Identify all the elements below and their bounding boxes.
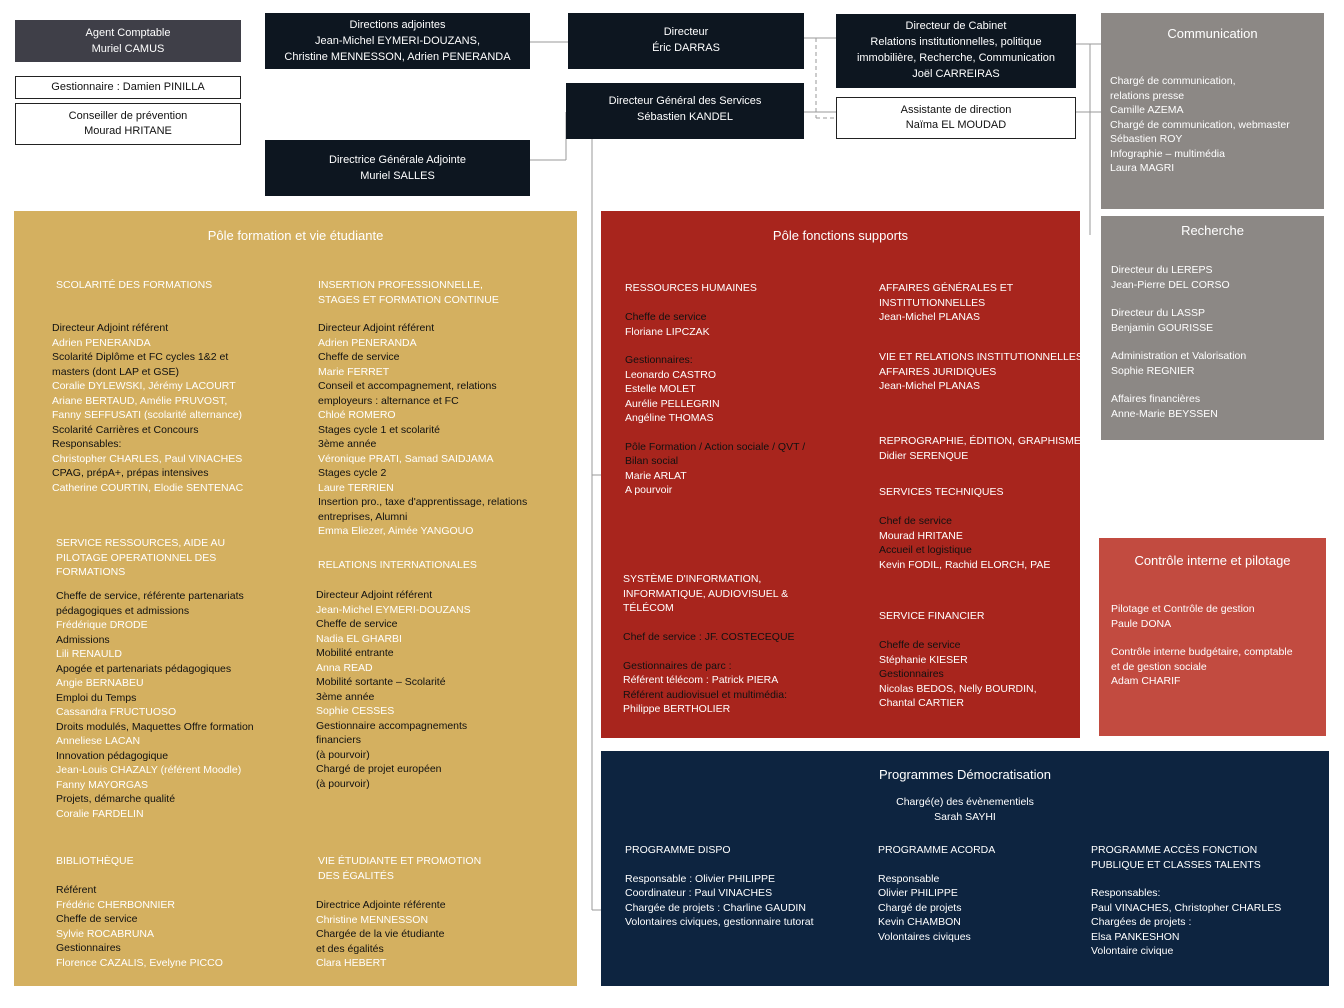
controle-title: Contrôle interne et pilotage xyxy=(1134,553,1291,568)
cabinet-line2: immobilière, Recherche, Communication xyxy=(856,52,1056,64)
acorda-spacer xyxy=(878,858,995,872)
ins-line: Marie FERRET xyxy=(318,365,390,378)
pole-supports-panel xyxy=(601,211,1086,738)
acces-line: Elsa PANKESHON xyxy=(1091,930,1180,943)
si-spacer xyxy=(623,645,795,659)
bib-line: Florence CAZALIS, Evelyne PICCO xyxy=(56,956,223,969)
dispo-spacer xyxy=(625,858,814,872)
acces-heading: PROGRAMME ACCÈS FONCTION xyxy=(1091,844,1258,856)
res-line: Droits modulés, Maquettes Offre formation xyxy=(56,720,254,733)
recherche-list xyxy=(1111,263,1246,421)
scol-line: Responsables: xyxy=(52,438,122,450)
scolarite-heading: SCOLARITÉ DES FORMATIONS xyxy=(56,279,213,291)
recherche-title: Recherche xyxy=(1181,223,1244,238)
acorda-section xyxy=(878,843,995,944)
ressources-heading: SERVICE RESSOURCES, AIDE AU xyxy=(56,537,226,549)
ri-line: Anna READ xyxy=(316,661,373,674)
fin-line: Chantal CARTIER xyxy=(879,697,965,709)
ri-list xyxy=(316,588,471,791)
insertion-section xyxy=(318,278,499,307)
rh-line: Cheffe de service xyxy=(625,311,707,323)
ri-line: 3ème année xyxy=(316,690,375,703)
si-section xyxy=(623,572,788,616)
programmes-title: Programmes Démocratisation xyxy=(879,767,1051,782)
rech-line: Benjamin GOURISSE xyxy=(1111,321,1214,334)
ri-line: Nadia EL GHARBI xyxy=(316,632,402,645)
rech-line: Sophie REGNIER xyxy=(1111,364,1195,377)
ins-line: employeurs : alternance et FC xyxy=(318,394,459,407)
res-line: Admissions xyxy=(56,633,110,646)
res-line: Frédérique DRODE xyxy=(56,619,148,631)
rech-line: Anne-Marie BEYSSEN xyxy=(1111,407,1218,420)
ri-heading: RELATIONS INTERNATIONALES xyxy=(318,559,477,571)
cabinet-line1: Relations institutionnelles, politique xyxy=(870,36,1042,48)
pole-formation-title: Pôle formation et vie étudiante xyxy=(207,228,384,243)
assistante-name: Naïma EL MOUDAD xyxy=(905,119,1007,131)
da-line1: Jean-Michel EYMERI-DOUZANS, xyxy=(314,35,481,47)
tech-line: Accueil et logistique xyxy=(879,544,972,556)
dispo-line: Chargée de projets : Charline GAUDIN xyxy=(625,901,806,914)
conseiller-box xyxy=(15,103,241,145)
rech-spacer xyxy=(1111,292,1246,306)
conseiller-title: Conseiller de prévention xyxy=(68,110,188,122)
repro-line: Didier SERENQUE xyxy=(879,449,969,462)
assistante-title: Assistante de direction xyxy=(900,104,1012,116)
scol-line: Catherine COURTIN, Elodie SENTENAC xyxy=(52,481,244,494)
dga-box xyxy=(265,140,530,196)
dispo-line: Volontaires civiques, gestionnaire tutorat xyxy=(625,916,814,928)
dga-title: Directrice Générale Adjointe xyxy=(329,154,466,166)
bib-line: Sylvie ROCABRUNA xyxy=(56,927,155,940)
rh-line: Gestionnaires: xyxy=(625,354,693,366)
si-line: Référent télécom : Patrick PIERA xyxy=(623,674,779,686)
res-line: Projets, démarche qualité xyxy=(56,793,176,805)
acorda-line: Olivier PHILIPPE xyxy=(878,887,958,899)
rh-heading: RESSOURCES HUMAINES xyxy=(625,282,757,294)
ctrl-line: Paule DONA xyxy=(1111,617,1172,630)
comm-line: Chargé de communication, webmaster xyxy=(1110,118,1290,131)
prog-sub-line: Chargé(e) des évènementiels xyxy=(896,796,1034,808)
dgs-title: Directeur Général des Services xyxy=(608,95,762,107)
vie-line: Christine MENNESSON xyxy=(316,913,429,926)
tech-heading: SERVICES TECHNIQUES xyxy=(879,486,1004,498)
dispo-heading: PROGRAMME DISPO xyxy=(625,844,731,856)
acorda-line: Chargé de projets xyxy=(878,901,962,914)
acces-line: Chargées de projets : xyxy=(1091,916,1192,928)
ressources-heading: FORMATIONS xyxy=(56,566,126,578)
directions-adjointes-box xyxy=(265,13,530,69)
scol-line: Directeur Adjoint référent xyxy=(52,322,169,334)
insertion-list xyxy=(318,321,527,539)
vie-section xyxy=(318,854,481,883)
ri-line: Gestionnaire accompagnements xyxy=(316,719,468,732)
tech-list xyxy=(879,514,1050,572)
rh-spacer xyxy=(625,426,805,440)
res-line: Anneliese LACAN xyxy=(56,735,141,747)
scol-line: Scolarité Diplôme et FC cycles 1&2 et xyxy=(52,351,229,363)
ri-line: Chargé de projet européen xyxy=(316,763,442,775)
ins-line: Adrien PENERANDA xyxy=(318,336,417,349)
rh-line: Pôle Formation / Action sociale / QVT / xyxy=(625,440,806,453)
ins-line: Chloé ROMERO xyxy=(318,409,396,421)
pole-formation-panel xyxy=(14,211,577,986)
repro-section xyxy=(879,434,1081,463)
rech-line: Administration et Valorisation xyxy=(1111,350,1247,362)
fin-line: Nicolas BEDOS, Nelly BOURDIN, xyxy=(879,682,1037,695)
vie-heading: DES ÉGALITÉS xyxy=(318,869,394,882)
res-line: Fanny MAYORGAS xyxy=(56,778,148,791)
ressources-list xyxy=(56,589,254,821)
dgs-name: Sébastien KANDEL xyxy=(637,111,733,123)
tech-section xyxy=(879,485,1003,500)
ctrl-spacer xyxy=(1111,631,1293,645)
rech-line: Affaires financières xyxy=(1111,393,1201,405)
scol-line: Ariane BERTAUD, Amélie PRUVOST, xyxy=(52,394,228,407)
rh-section xyxy=(625,281,757,296)
ri-line: (à pourvoir) xyxy=(316,777,370,790)
vie-list xyxy=(316,898,446,971)
ri-section xyxy=(318,558,477,573)
ins-line: Stages cycle 1 et scolarité xyxy=(318,423,440,436)
gestionnaire-text: Gestionnaire : Damien PINILLA xyxy=(51,81,205,93)
ag-heading: INSTITUTIONNELLES xyxy=(879,296,986,309)
bib-line: Frédéric CHERBONNIER xyxy=(56,898,176,911)
ag-section xyxy=(879,281,1013,325)
ins-line: Cheffe de service xyxy=(318,351,400,363)
si-list xyxy=(623,630,795,717)
vri-line: Jean-Michel PLANAS xyxy=(879,380,980,392)
ri-line: Mobilité entrante xyxy=(316,647,394,659)
rech-spacer xyxy=(1111,335,1246,349)
ri-line: Mobilité sortante – Scolarité xyxy=(316,676,446,688)
ins-line: Insertion pro., taxe d'apprentissage, relations xyxy=(318,496,528,508)
scol-line: Christopher CHARLES, Paul VINACHES xyxy=(52,452,243,465)
directeur-box xyxy=(568,13,804,69)
ins-line: Véronique PRATI, Samad SAIDJAMA xyxy=(318,452,494,465)
acorda-line: Volontaires civiques xyxy=(878,930,971,943)
bibliotheque-list xyxy=(56,883,223,970)
gestionnaire-box xyxy=(15,76,241,99)
agent-name: Muriel CAMUS xyxy=(91,43,165,55)
cabinet-title: Directeur de Cabinet xyxy=(905,20,1007,32)
tech-line: Chef de service xyxy=(879,515,952,527)
bib-line: Cheffe de service xyxy=(56,913,138,925)
comm-line: Chargé de communication, xyxy=(1110,75,1236,87)
vri-section xyxy=(879,350,1086,394)
prog-sub-line: Sarah SAYHI xyxy=(934,810,996,823)
rh-line: Estelle MOLET xyxy=(625,383,696,395)
ctrl-line: Adam CHARIF xyxy=(1111,675,1181,687)
res-line: pédagogiques et admissions xyxy=(56,604,190,617)
dispo-section xyxy=(625,843,814,930)
si-line: Chef de service : JF. COSTECEQUE xyxy=(623,631,795,643)
ri-line: Sophie CESSES xyxy=(316,705,395,717)
controle-list xyxy=(1111,602,1293,689)
vie-heading: VIE ÉTUDIANTE ET PROMOTION xyxy=(318,855,482,867)
rh-line: Aurélie PELLEGRIN xyxy=(625,397,720,410)
cabinet-name: Joël CARREIRAS xyxy=(912,68,1000,80)
ctrl-line: et de gestion sociale xyxy=(1111,660,1207,673)
directeur-title: Directeur xyxy=(663,26,709,38)
ri-line: Cheffe de service xyxy=(316,618,398,630)
ressources-heading: PILOTAGE OPERATIONNEL DES xyxy=(56,551,217,564)
comm-line: Camille AZEMA xyxy=(1110,104,1184,116)
fin-list xyxy=(879,638,1037,711)
ctrl-line: Contrôle interne budgétaire, comptable xyxy=(1111,646,1293,658)
rech-spacer xyxy=(1111,378,1246,392)
agent-comptable-box xyxy=(15,20,241,62)
ins-line: Laure TERRIEN xyxy=(318,481,394,494)
res-line: Apogée et partenariats pédagogiques xyxy=(56,662,232,675)
dga-name: Muriel SALLES xyxy=(360,170,435,182)
res-line: Innovation pédagogique xyxy=(56,749,169,762)
acorda-line: Kevin CHAMBON xyxy=(878,916,961,928)
acces-section xyxy=(1091,843,1281,959)
res-line: Cassandra FRUCTUOSO xyxy=(56,706,177,718)
si-line: Gestionnaires de parc : xyxy=(623,659,732,672)
vie-line: et des égalités xyxy=(316,942,384,955)
rh-spacer xyxy=(625,339,805,353)
ag-heading: AFFAIRES GÉNÉRALES ET xyxy=(879,282,1014,294)
scol-line: Scolarité Carrières et Concours xyxy=(52,423,199,436)
vie-line: Directrice Adjointe référente xyxy=(316,899,446,911)
si-line: Philippe BERTHOLIER xyxy=(623,703,731,715)
comm-line: Sébastien ROY xyxy=(1110,133,1183,145)
ins-line: Directeur Adjoint référent xyxy=(318,322,435,334)
bib-line: Référent xyxy=(56,884,97,896)
da-line2: Christine MENNESSON, Adrien PENERANDA xyxy=(284,51,511,63)
tech-line: Mourad HRITANE xyxy=(879,529,963,542)
comm-line: Laura MAGRI xyxy=(1110,162,1175,174)
rech-line: Jean-Pierre DEL CORSO xyxy=(1111,278,1230,291)
controle-panel xyxy=(1099,538,1326,736)
acces-heading: PUBLIQUE ET CLASSES TALENTS xyxy=(1091,858,1261,871)
ctrl-line: Pilotage et Contrôle de gestion xyxy=(1111,603,1255,615)
ag-line: Jean-Michel PLANAS xyxy=(879,311,980,323)
conseiller-name: Mourad HRITANE xyxy=(84,125,172,137)
scol-line: Coralie DYLEWSKI, Jérémy LACOURT xyxy=(52,380,236,392)
agent-title: Agent Comptable xyxy=(85,27,171,39)
ri-line: Directeur Adjoint référent xyxy=(316,589,433,601)
ressources-section xyxy=(56,536,225,580)
ins-line: Stages cycle 2 xyxy=(318,467,387,479)
si-heading: TÉLÉCOM xyxy=(623,602,674,614)
fin-line: Stéphanie KIESER xyxy=(879,653,968,666)
acorda-heading: PROGRAMME ACORDA xyxy=(878,844,996,856)
acces-line: Volontaire civique xyxy=(1091,945,1174,957)
res-line: Jean-Louis CHAZALY (référent Moodle) xyxy=(56,764,242,776)
acces-line: Paul VINACHES, Christopher CHARLES xyxy=(1091,901,1282,914)
ri-line: Jean-Michel EYMERI-DOUZANS xyxy=(316,603,471,616)
programmes-sub xyxy=(601,795,1329,824)
rh-line: A pourvoir xyxy=(625,484,673,496)
vri-heading: AFFAIRES JURIDIQUES xyxy=(879,365,997,378)
fin-section xyxy=(879,609,984,624)
fin-line: Cheffe de service xyxy=(879,639,961,651)
fin-line: Gestionnaires xyxy=(879,668,944,680)
ins-line: entreprises, Alumni xyxy=(318,510,408,523)
bib-line: Gestionnaires xyxy=(56,942,121,954)
tech-line: Kevin FODIL, Rachid ELORCH, PAE xyxy=(879,558,1051,571)
communication-panel xyxy=(1101,13,1324,209)
biblio-heading: BIBLIOTHÈQUE xyxy=(56,855,134,867)
res-line: Angie BERNABEU xyxy=(56,677,144,689)
rech-line: Directeur du LEREPS xyxy=(1111,264,1213,276)
communication-list xyxy=(1110,74,1290,176)
vie-line: Chargée de la vie étudiante xyxy=(316,928,445,940)
vri-heading: VIE ET RELATIONS INSTITUTIONNELLES, xyxy=(879,351,1086,363)
res-line: Cheffe de service, référente partenariats xyxy=(56,590,244,602)
da-title: Directions adjointes xyxy=(349,19,446,31)
scol-line: CPAG, prépA+, prépas intensives xyxy=(52,467,209,479)
scol-line: masters (dont LAP et GSE) xyxy=(52,365,180,378)
repro-heading: REPROGRAPHIE, ÉDITION, GRAPHISME xyxy=(879,435,1081,447)
rh-line: Floriane LIPCZAK xyxy=(625,325,710,338)
rh-line: Bilan social xyxy=(625,455,679,467)
acces-line: Responsables: xyxy=(1091,887,1161,899)
comm-line: Infographie – multimédia xyxy=(1110,147,1225,160)
vie-line: Clara HEBERT xyxy=(316,957,387,969)
si-line: Référent audiovisuel et multimédia: xyxy=(623,688,788,701)
assistante-box xyxy=(836,97,1076,139)
scol-line: Adrien PENERANDA xyxy=(52,336,151,349)
res-line: Lili RENAULD xyxy=(56,648,122,660)
programmes-panel xyxy=(601,751,1329,986)
ins-line: Emma Eliezer, Aimée YANGOUO xyxy=(318,525,474,537)
res-line: Emploi du Temps xyxy=(56,691,137,704)
cabinet-box xyxy=(836,14,1076,88)
dispo-line: Coordinateur : Paul VINACHES xyxy=(625,887,773,899)
rh-line: Angéline THOMAS xyxy=(625,412,714,424)
communication-title: Communication xyxy=(1167,26,1258,41)
scol-line: Fanny SEFFUSATI (scolarité alternance) xyxy=(52,409,243,421)
recherche-panel xyxy=(1101,216,1324,440)
rh-line: Leonardo CASTRO xyxy=(625,368,717,381)
res-line: Coralie FARDELIN xyxy=(56,807,144,820)
ins-line: Conseil et accompagnement, relations xyxy=(318,380,497,392)
ri-line: (à pourvoir) xyxy=(316,748,370,761)
acorda-line: Responsable xyxy=(878,872,940,885)
scolarite-list xyxy=(52,321,243,495)
insertion-heading: INSERTION PROFESSIONNELLE, xyxy=(318,279,483,291)
si-heading: SYSTÈME D'INFORMATION, xyxy=(623,573,762,585)
dispo-line: Responsable : Olivier PHILIPPE xyxy=(625,872,775,885)
scolarite-section xyxy=(56,278,212,293)
rh-list xyxy=(625,310,805,498)
directeur-name: Éric DARRAS xyxy=(652,42,720,54)
rh-line: Marie ARLAT xyxy=(625,469,687,482)
fin-heading: SERVICE FINANCIER xyxy=(879,610,985,622)
dgs-box xyxy=(566,83,804,139)
si-heading: INFORMATIQUE, AUDIOVISUEL & xyxy=(623,587,789,600)
comm-line: relations presse xyxy=(1110,89,1185,102)
ins-line: 3ème année xyxy=(318,438,377,450)
insertion-heading: STAGES ET FORMATION CONTINUE xyxy=(318,293,499,306)
rech-line: Directeur du LASSP xyxy=(1111,307,1205,319)
ri-line: financiers xyxy=(316,734,361,746)
bibliotheque-section xyxy=(56,854,134,869)
acces-spacer xyxy=(1091,872,1281,886)
pole-supports-title: Pôle fonctions supports xyxy=(772,228,909,243)
